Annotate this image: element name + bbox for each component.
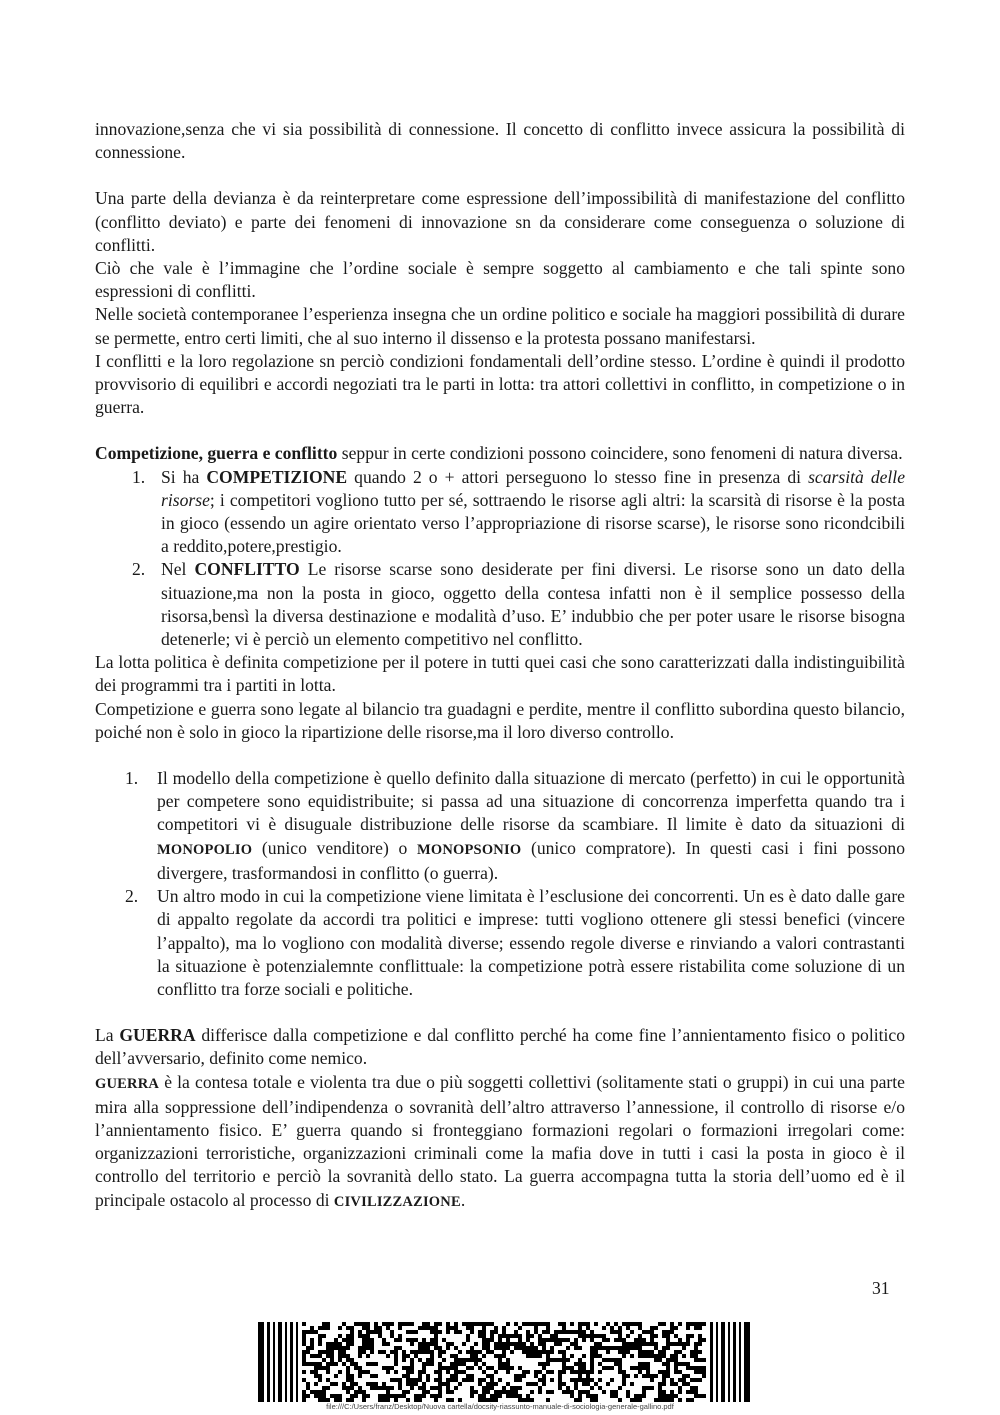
list-item: 2. Un altro modo in cui la competizione viene limitata è l’esclusione dei concorrenti. Un es è dato dalle gare di appalto regolate da accordi tra politici e imprese: tutti vogliono ottenere gli stessi benefici (vincere l’appalto), ma lo vogliono con modalità diverse; essendo regole diverse e rinviando a valori contrastanti la situazione è potenzialemnte conflittuale: la competizione potrà essere ristabilita come soluzione di un conflitto tra forze sociali e politiche.	[125, 886, 905, 999]
bold-term: GUERRA	[119, 1025, 196, 1046]
barcode-icon	[258, 1322, 750, 1402]
bold-term: CONFLITTO	[194, 559, 300, 580]
paragraph: Competizione e guerra sono legate al bilancio tra guadagni e perdite, mentre il conflitto subordina questo bilancio, poiché non è solo in gioco la ripartizione delle risorse,ma il loro diverso controllo.	[95, 698, 905, 742]
smallcaps-term: MONOPOLIO	[157, 841, 253, 858]
paragraph: innovazione,senza che vi sia possibilità di connessione. Il concetto di conflitto invece assicura la possibilità di connessione.	[95, 119, 905, 163]
numbered-list	[95, 466, 905, 652]
list-number: 1.	[125, 768, 139, 789]
italic-term: scarsità delle risorse	[161, 466, 906, 510]
document-body	[95, 118, 905, 1214]
list-number: 1.	[132, 466, 146, 487]
smallcaps-term: GUERRA	[95, 1075, 160, 1092]
bold-term: Competizione, guerra e conflitto	[95, 443, 338, 464]
list-item: 1. Il modello della competizione è quello definito dalla situazione di mercato (perfetto) in cui le opportunità per competere sono equidistribuite; si passa ad una situazione di concorrenza imperfetta quando tra i competitori vi è disuguale distribuzione delle risorse da scambiare. Il limite è dato da situazioni di MONOPOLIO (unico venditore) o MONOPSONIO (unico compratore). In questi casi i fini possono divergere, trasformandosi in conflitto (o guerra).	[125, 768, 905, 883]
paragraph: Una parte della devianza è da reinterpretare come espressione dell’impossibilità di manifestazione del conflitto (conflitto deviato) e parte dei fenomeni di innovazione sn da considerare come conseguenza o soluzione di conflitti.	[95, 188, 905, 255]
page-number: 31	[872, 1278, 890, 1298]
paragraph: GUERRA è la contesa totale e violenta tra due o più soggetti collettivi (solitamente stati o gruppi) in cui una parte mira alla soppressione dell’indipendenza o sovranità dell’altro attraverso l’annessione, il controllo di risorse e/o l’annientamento fisico. E’ guerra quando si fronteggiano formazioni regolari o formazioni irregolari come: organizzazioni terroristiche, organizzazioni criminali come la mafia dove in tutti i casi la posta in gioco è il controllo del territorio e perciò la sovranità dello stato. La guerra accompagna tutta la storia dell’uomo ed è il principale ostacolo al processo di CIVILIZZAZIONE.	[95, 1071, 905, 1210]
smallcaps-term: MONOPSONIO	[416, 841, 522, 858]
smallcaps-term: CIVILIZZAZIONE	[333, 1193, 461, 1210]
paragraph: I conflitti e la loro regolazione sn perciò condizioni fondamentali dell’ordine stesso. L’ordine è quindi il prodotto provvisorio di equilibri e accordi negoziati tra le parti in lotta: tra attori collettivi in conflitto, in competizione o in guerra.	[95, 350, 905, 418]
paragraph: Nelle società contemporanee l’esperienza insegna che un ordine politico e sociale ha maggiori possibilità di durare se permette, entro certi limiti, che al suo interno il dissenso e la protesta possano manifestarsi.	[95, 304, 905, 348]
list-item: 2. Nel CONFLITTO Le risorse scarse sono desiderate per fini diversi. Le risorse sono un dato della situazione,ma non la posta in gioco, oggetto della contesa infatti non è il semplice possesso della risorsa,bensì la diversa destinazione e modalità d’uso. E’ indubbio che per poter usare le risorse bisogna detenerle; vi è perciò un elemento competitivo nel conflitto.	[132, 559, 905, 650]
bold-term: COMPETIZIONE	[206, 466, 348, 487]
paragraph: La GUERRA differisce dalla competizione e dal conflitto perché ha come fine l’annientamento fisico o politico dell’avversario, definito come nemico.	[95, 1025, 905, 1069]
paragraph: La lotta politica è definita competizione per il potere in tutti quei casi che sono caratterizzati dalla indistinguibilità dei programmi tra i partiti in lotta.	[95, 652, 905, 696]
list-number: 2.	[125, 886, 139, 907]
list-number: 2.	[132, 559, 146, 580]
footer-file-path: file:///C:/Users/franz/Desktop/Nuova cartella/docsity-riassunto-manuale-di-sociologia-generale-gallino.pdf	[326, 1402, 674, 1411]
paragraph: Ciò che vale è l’immagine che l’ordine sociale è sempre soggetto al cambiamento e che tali spinte sono espressioni di conflitti.	[95, 258, 905, 302]
paragraph: Competizione, guerra e conflitto seppur in certe condizioni possono coincidere, sono fenomeni di natura diversa.	[95, 443, 903, 464]
numbered-list	[95, 767, 905, 1001]
list-item: 1. Si ha COMPETIZIONE quando 2 o + attori perseguono lo stesso fine in presenza di scarsità delle risorse; i competitori vogliono tutto per sé, sottraendo le risorse agli altri: la scarsità di risorse è la posta in gioco (essendo un agire orientato verso l’appropriazione di risorse scarse), le risorse sono ricondcibili a reddito,potere,prestigio.	[132, 466, 906, 557]
